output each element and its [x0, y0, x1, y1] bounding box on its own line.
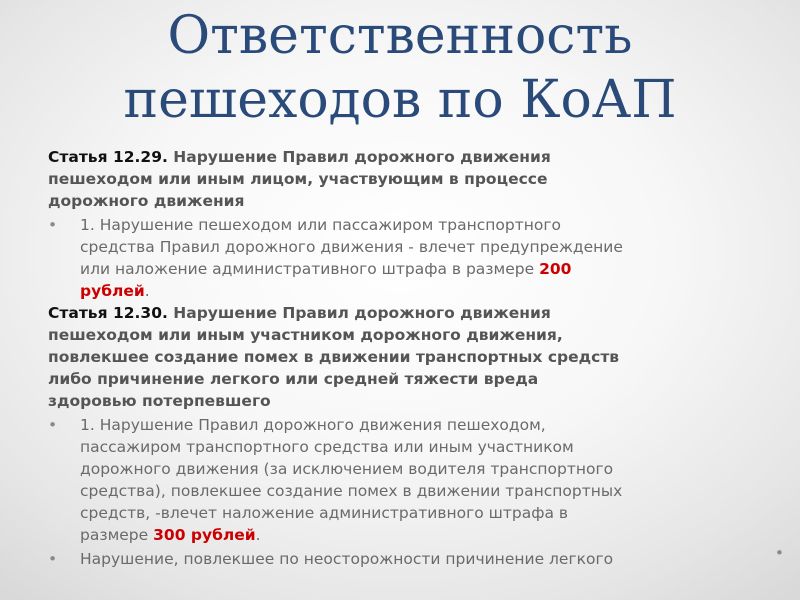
- list-item: [48, 414, 764, 546]
- article-heading-line-1: Нарушение Правил дорожного движения: [167, 304, 551, 322]
- fine-currency: рублей: [80, 282, 145, 300]
- bullet-icon: •: [774, 544, 784, 562]
- article-heading-line-4: либо причинение легкого или средней тяжести вреда: [48, 370, 539, 388]
- item-line-1: 1. Нарушение Правил дорожного движения пешеходом,: [80, 416, 546, 434]
- title-line-2: пешеходов по КоАП: [123, 70, 677, 130]
- item-line-2: средства Правил дорожного движения - влечет предупреждение: [80, 238, 623, 256]
- fine-amount: 300 рублей: [153, 526, 256, 544]
- article-number: Статья 12.29.: [48, 148, 168, 166]
- article-heading-line-5: здоровью потерпевшего: [48, 392, 271, 410]
- article-heading-line-2: пешеходом или иным лицом, участвующим в процессе: [48, 170, 548, 188]
- article-heading-line-3: дорожного движения: [48, 192, 245, 210]
- item-line-5: средств, -влечет наложение административного штрафа в: [80, 504, 569, 522]
- article-12-29-heading: [48, 146, 764, 212]
- item-line-1: 1. Нарушение пешеходом или пассажиром транспортного: [80, 216, 562, 234]
- item-line-3: дорожного движения (за исключением водителя транспортного: [80, 460, 614, 478]
- title-line-1: Ответственность: [167, 6, 633, 66]
- list-item: [48, 214, 764, 302]
- fine-amount: 200: [539, 260, 572, 278]
- article-heading-line-1: Нарушение Правил дорожного движения: [167, 148, 551, 166]
- bullet-icon: •: [48, 550, 58, 568]
- item-line-3: или наложение административного штрафа в размере: [80, 260, 540, 278]
- item-line-end: .: [144, 282, 150, 300]
- item-line-end: .: [255, 526, 261, 544]
- article-12-30-heading: [48, 302, 764, 412]
- slide-content: [48, 146, 784, 570]
- item-line-1: Нарушение, повлекшее по неосторожности причинение легкого: [80, 550, 614, 568]
- item-line-6: размере: [80, 526, 154, 544]
- article-number: Статья 12.30.: [48, 304, 168, 322]
- bullet-icon: •: [48, 416, 58, 434]
- slide-title: [0, 4, 800, 132]
- article-heading-line-2: пешеходом или иным участником дорожного движения,: [48, 326, 563, 344]
- item-line-4: средства), повлекшее создание помех в движении транспортных: [80, 482, 623, 500]
- item-line-2: пассажиром транспортного средства или иным участником: [80, 438, 574, 456]
- bullet-icon: •: [48, 216, 58, 234]
- list-item: [48, 544, 784, 570]
- article-heading-line-3: повлекшее создание помех в движении транспортных средств: [48, 348, 620, 366]
